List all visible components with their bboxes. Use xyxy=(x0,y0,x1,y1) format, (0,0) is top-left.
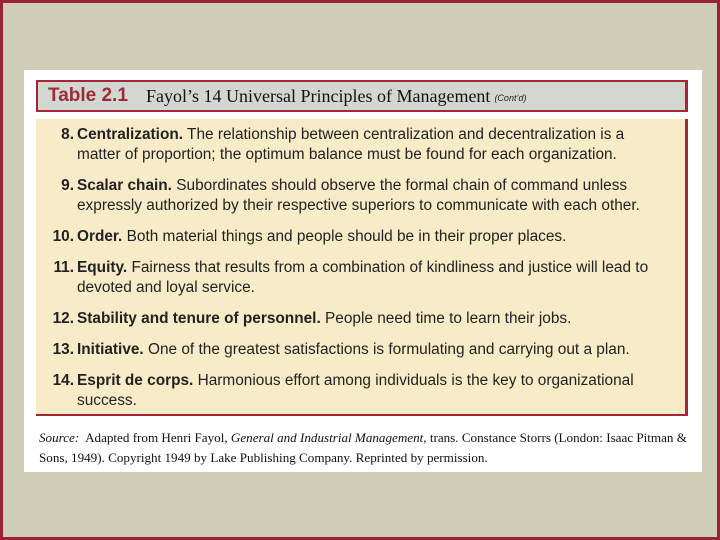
source-book-title: General and Industrial Management xyxy=(230,430,424,445)
principle-term: Initiative. xyxy=(77,341,144,358)
principle-item xyxy=(36,309,685,329)
principle-term: Equity. xyxy=(77,259,128,276)
principle-item xyxy=(36,125,685,165)
principle-text: Fairness that results from a combination of kindliness and justice will lead to devoted and loyal service. xyxy=(77,259,649,296)
source-note xyxy=(39,428,694,468)
principle-text: Both material things and people should be in their proper places. xyxy=(126,228,567,245)
principle-term: Stability and tenure of personnel. xyxy=(77,310,321,327)
table-title: Fayol’s 14 Universal Principles of Management xyxy=(146,85,491,106)
source-suffix: , trans. Constance Storrs (London: Isaac Pitman & Sons, 1949). Copyright 1949 by Lake Publishing Company. Reprinted by permission. xyxy=(39,430,687,465)
principle-number: 12. xyxy=(52,310,74,327)
principle-text: The relationship between centralization and decentralization is a matter of proportion; the optimum balance must be found for each organization. xyxy=(77,126,625,163)
principle-number: 13. xyxy=(52,341,74,358)
principle-text: One of the greatest satisfactions is formulating and carrying out a plan. xyxy=(148,341,630,358)
principle-item xyxy=(36,340,685,360)
principle-term: Esprit de corps. xyxy=(77,372,194,389)
principle-term: Order. xyxy=(77,228,123,245)
source-label: Source: xyxy=(39,430,80,445)
principle-number: 8. xyxy=(61,126,74,143)
principle-item xyxy=(36,258,685,298)
principle-item xyxy=(36,227,685,247)
table-number: Table 2.1 xyxy=(48,85,128,106)
table-card xyxy=(24,70,702,472)
principle-text: Harmonious effort among individuals is the key to organizational success. xyxy=(77,372,634,409)
principle-text: Subordinates should observe the formal chain of command unless expressly authorized by their respective superiors to communicate with each other. xyxy=(77,177,640,214)
continued-label: (Cont’d) xyxy=(494,93,527,103)
principle-term: Centralization. xyxy=(77,126,184,143)
principles-list xyxy=(36,119,688,416)
principle-number: 9. xyxy=(61,177,74,194)
principle-item xyxy=(36,371,685,411)
principle-number: 10. xyxy=(52,228,74,245)
source-prefix: Adapted from Henri Fayol, xyxy=(85,430,228,445)
principle-number: 14. xyxy=(52,372,74,389)
principle-number: 11. xyxy=(53,259,74,276)
principle-text: People need time to learn their jobs. xyxy=(325,310,572,327)
principle-term: Scalar chain. xyxy=(77,177,172,194)
table-header xyxy=(36,80,688,112)
principle-item xyxy=(36,176,685,216)
